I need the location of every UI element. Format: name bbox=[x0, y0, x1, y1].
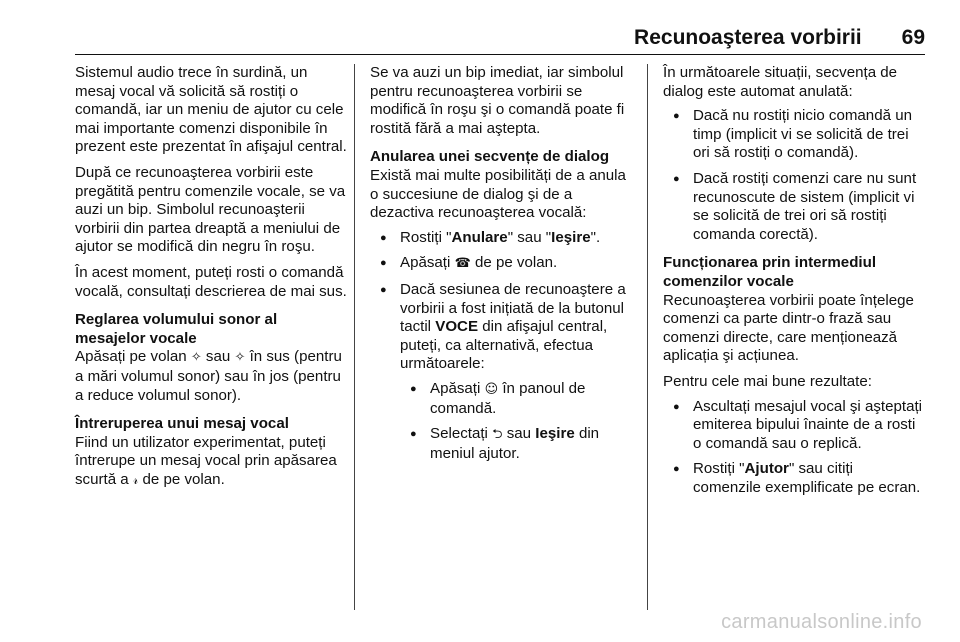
list-item: ● Dacă sesiunea de recunoaştere a vorbirii a fost inițiată de la butonul tactil VOCE din afişajul central, puteți, ca alternativă, efectua următoarele: ● Apăsați ☺ în panoul de comandă. ● Selectați ⮌ sau Ieşire din meniul ajutor. bbox=[370, 281, 632, 463]
paragraph: Se va auzi un bip imediat, iar simbolul pentru recunoaşterea vorbirii se modifică în roşu şi o comandă poate fi rostită fără a mai aştepta. bbox=[370, 64, 625, 137]
column-middle bbox=[370, 64, 632, 470]
list-item: ● Rostiți "Ajutor" sau citiți comenzile exemplificate pe ecran. bbox=[663, 460, 925, 497]
volume-down-icon: ✧ bbox=[234, 350, 246, 366]
volume-up-icon: ✧ bbox=[190, 350, 202, 366]
section-heading-cancel: Anularea unei secvențe de dialog bbox=[370, 148, 610, 166]
page-title: Recunoaşterea vorbirii bbox=[634, 26, 862, 49]
page-header bbox=[75, 26, 925, 50]
voice-recognition-icon: ☺ bbox=[484, 381, 499, 397]
sub-bullet-list bbox=[400, 380, 632, 463]
list-item: ● Ascultați mesajul vocal şi aşteptați emiterea bipului înainte de a rosti o comandă sau o replică. bbox=[663, 398, 925, 454]
paragraph-volume: Apăsați pe volan ✧ sau ✧ în sus (pentru a mări volumul sonor) sau în jos (pentru a reduce volumul sonor). bbox=[75, 348, 342, 404]
column-divider bbox=[354, 64, 355, 610]
bullet-list bbox=[370, 229, 632, 464]
paragraph: Sistemul audio trece în surdină, un mesaj vocal vă solicită să rostiți o comandă, iar un meniu de ajutor cu cele mai importante comenzi disponibile în prezent este prezentat în afişajul central. bbox=[75, 64, 347, 156]
hang-up-icon: ☎ bbox=[454, 256, 471, 272]
watermark: carmanualsonline.info bbox=[721, 611, 922, 633]
paragraph: În următoarele situații, secvența de dialog este automat anulată: bbox=[663, 64, 898, 100]
list-item: ● Dacă rostiți comenzi care nu sunt recunoscute de sistem (implicit vi se solicită de trei ori să rostiți comanda corectă). bbox=[663, 170, 925, 244]
voice-recognition-icon: 𝓇 bbox=[132, 472, 139, 488]
header-rule bbox=[75, 54, 925, 55]
section-heading-function: Funcționarea prin intermediul comenzilor vocale bbox=[663, 254, 877, 290]
list-item: ● Apăsați ☺ în panoul de comandă. bbox=[400, 380, 632, 418]
paragraph: Există mai multe posibilități de a anula o succesiune de dialog şi de a dezactiva recunoaşterea vocală: bbox=[370, 166, 626, 222]
list-item: ● Dacă nu rostiți nicio comandă un timp (implicit vi se solicită de trei ori să rostiți o comandă). bbox=[663, 107, 925, 163]
list-item: ● Selectați ⮌ sau Ieşire din meniul ajutor. bbox=[400, 425, 632, 463]
paragraph-interrupt: Fiind un utilizator experimentat, puteți întrerupe un mesaj vocal prin apăsarea scurtă a 𝓇 de pe volan. bbox=[75, 434, 347, 491]
column-left bbox=[75, 64, 347, 497]
paragraph: Pentru cele mai bune rezultate: bbox=[663, 372, 872, 390]
list-item: ● Apăsați ☎ de pe volan. bbox=[370, 254, 632, 274]
column-divider bbox=[647, 64, 648, 610]
page-number: 69 bbox=[901, 26, 925, 49]
column-right bbox=[663, 64, 925, 504]
list-item: ● Rostiți "Anulare" sau "Ieşire". bbox=[370, 229, 632, 248]
bullet-list bbox=[663, 107, 925, 244]
paragraph: Recunoaşterea vorbirii poate înțelege comenzi ca parte dintr-o frază sau comenzi directe, care menționează aplicația şi acțiunea. bbox=[663, 291, 914, 365]
paragraph: În acest moment, puteți rosti o comandă vocală, consultați descrierea de mai sus. bbox=[75, 263, 347, 300]
paragraph: După ce recunoaşterea vorbirii este pregătită pentru comenzile vocale, se va auzi un bip. Simbolul recunoaşterii vorbirii din partea dreaptă a meniului de ajutor se modifică din negru în roşu. bbox=[75, 163, 346, 256]
section-heading-interrupt: Întreruperea unui mesaj vocal bbox=[75, 415, 289, 433]
section-heading-volume: Reglarea volumului sonor al mesajelor vocale bbox=[75, 311, 278, 347]
bullet-list bbox=[663, 398, 925, 498]
back-arrow-icon: ⮌ bbox=[492, 427, 503, 443]
